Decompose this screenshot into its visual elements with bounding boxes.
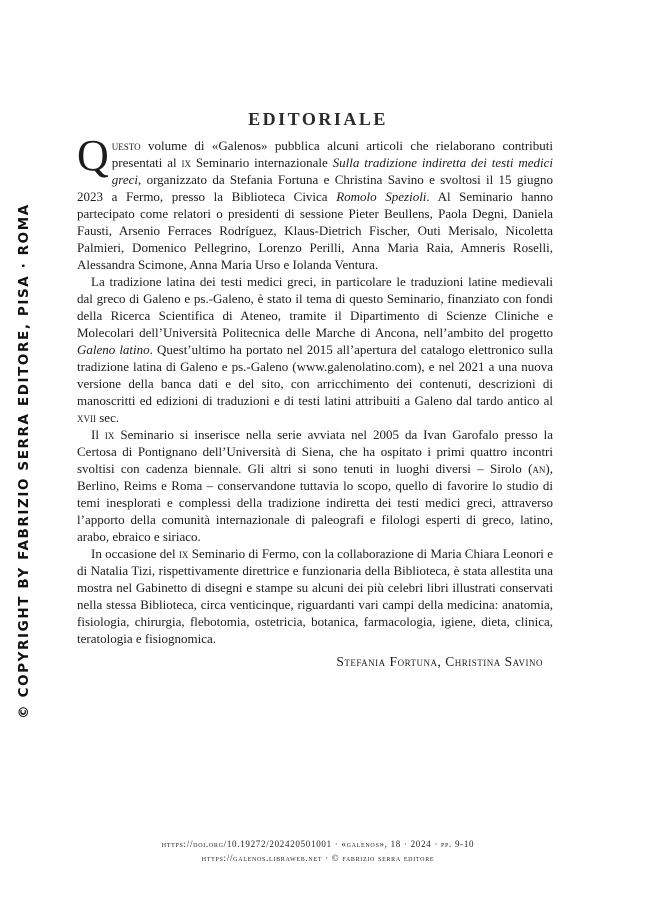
p3-text-1: Il xyxy=(91,427,105,442)
p4-text-2: Seminario di Fermo, con la collaborazione di Maria Chiara Leonori e di Natalia Tizi, rispettivamente direttrice e funzionaria della Biblioteca, è stata allestita una mostra nel Gabinetto di disegni e stampe su alcuni dei più celebri libri illustrati conservati nella stessa Biblioteca, circa venticinque, riguardanti vari campi della medicina: anatomia, fisiologia, chirurgia, flebotomia, ostetricia, botanica, farmacologia, igiene, dieta, clinica, teratologia e fisiognomica. xyxy=(77,546,553,646)
p1-roman-numeral: ix xyxy=(181,155,191,170)
province-abbrev: an xyxy=(532,461,546,476)
project-name: Galeno latino xyxy=(77,342,150,357)
p3-text-2: Seminario si inserisce nella serie avviata nel 2005 da Ivan Garofalo presso la Certosa di Pontignano dell’Università di Siena, che ha ospitato i primi quattro incontri svoltisi con cadenza biennale. Gli altri si sono tenuti in luoghi diversi – Sirolo ( xyxy=(77,427,553,476)
p3-roman-numeral: ix xyxy=(104,427,115,442)
page-title: EDITORIALE xyxy=(248,109,388,130)
paragraph-2 xyxy=(77,273,553,426)
p1-text-1: volume di «Galenos» pubblica alcuni articoli che rielaborano contributi presentati al xyxy=(111,138,553,170)
p2-roman-century: xvii xyxy=(77,410,96,425)
seminar-title: Sulla tradizione indiretta dei testi medici greci xyxy=(111,155,553,187)
paragraph-3 xyxy=(77,426,553,545)
signature: Stefania Fortuna, Christina Savino xyxy=(336,654,543,669)
footer-url-line[interactable]: https://galenos.libraweb.net · © fabrizio serra editore xyxy=(201,853,435,863)
footer xyxy=(80,837,556,865)
editorial-body xyxy=(77,131,553,670)
library-name: Romolo Spezioli xyxy=(336,189,427,204)
side-copyright-notice: © COPYRIGHT BY FABRIZIO SERRA EDITORE, PISA · ROMA xyxy=(16,203,32,719)
paragraph-1 xyxy=(77,131,553,273)
p2-text-2: . Quest’ultimo ha portato nel 2015 all’apertura del catalogo elettronico sulla tradizione latina di Galeno e ps.-Galeno (www.galenolatino.com), e nel 2021 a una nuova versione della banca dati e del sito, con arricchimento dei contenuti, descrizioni di manoscritti ed edizioni di traduzioni e di testi latini attribuiti a Galeno dal tardo antico al xyxy=(77,342,553,408)
paragraph-4 xyxy=(77,545,553,647)
lead-word: uesto xyxy=(111,138,141,153)
p1-text-4: . Al Seminario hanno partecipato come relatori o presidenti di sessione Pieter Beullens, Paola Degni, Daniela Fausti, Arsenio Ferraces Rodríguez, Klaus-Dietrich Fischer, Outi Merisalo, Nicoletta Palmieri, Domenico Pellegrino, Lorenzo Perilli, Anna Maria Raia, Amneris Roselli, Alessandra Scimone, Anna Maria Urso e Iolanda Ventura. xyxy=(77,189,553,272)
p3-text-3: ), Berlino, Reims e Roma – conservandone tuttavia lo scopo, quello di favorire lo studio di temi inesplorati e complessi della tradizione indiretta dei testi medici greci, attraverso l’apporto della comunità internazionale di paleografi e filologi esperti di greco, latino, arabo, ebraico e siriaco. xyxy=(77,461,553,544)
p4-roman-numeral: ix xyxy=(178,546,189,561)
p1-text-2: Seminario internazionale xyxy=(190,155,333,170)
p2-text-3: sec. xyxy=(96,410,120,425)
footer-doi-line[interactable]: https://doi.org/10.19272/202420501001 · «galenos», 18 · 2024 · pp. 9-10 xyxy=(161,839,475,849)
p2-text-1: La tradizione latina dei testi medici greci, in particolare le traduzioni latine medievali dal greco di Galeno e ps.-Galeno, è stato il tema di questo Seminario, finanziato con fondi della Ricerca Scientifica di Ateneo, tramite il Dipartimento di Scienze Cliniche e Molecolari dell’Università Politecnica delle Marche di Ancona, nell’ambito del progetto xyxy=(77,274,553,340)
p4-text-1: In occasione del xyxy=(91,546,179,561)
drop-cap: Q xyxy=(77,131,109,180)
p1-text-3: , organizzato da Stefania Fortuna e Christina Savino e svoltosi il 15 giugno 2023 a Fermo, presso la Biblioteca Civica xyxy=(77,172,553,204)
